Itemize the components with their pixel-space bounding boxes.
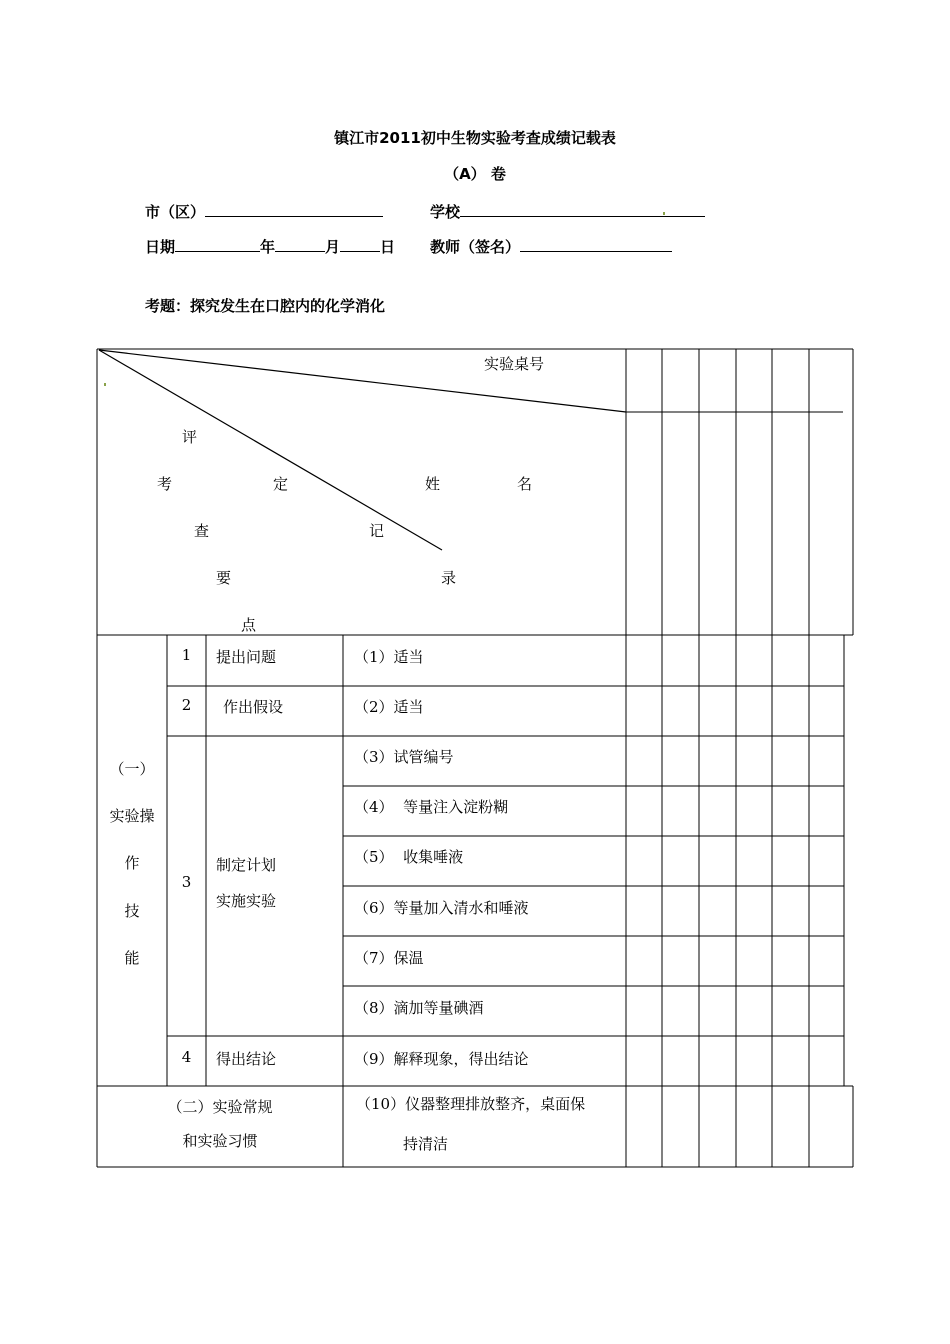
day-label: 日 [380,238,396,256]
header-char-cha: 查 [194,522,210,540]
header-char-xing: 姓 [425,475,441,493]
speck-mark [104,383,106,386]
header-char-ming: 名 [517,475,533,493]
section1-line3: 作 [124,854,140,872]
section1-line5: 能 [124,949,140,967]
scoring-point: （3）试管编号 [354,748,454,766]
date-label: 日期 [145,238,176,256]
step-label: 得出结论 [216,1050,277,1068]
header-char-kao: 考 [157,475,173,493]
section1-line1: （一） [109,760,155,778]
section2-line1: （二）实验常规 [167,1098,273,1116]
desk-number-label: 实验桌号 [484,355,545,373]
page-subtitle: （A） 卷 [444,165,506,183]
exam-topic: 考题：探究发生在口腔内的化学消化 [145,297,386,315]
section1-line2: 实验操 [109,807,155,825]
page-title: 镇江市2011初中生物实验考查成绩记载表 [334,129,616,147]
step-label: 作出假设 [223,698,284,716]
section2-line2: 和实验习惯 [182,1132,258,1150]
step-label-line2: 实施实验 [216,892,277,910]
header-char-ding: 定 [273,475,289,493]
header-char-yao: 要 [216,569,232,587]
school-label: 学校 [430,203,461,221]
scoring-point: （1）适当 [354,648,424,666]
scoring-point: （9）解释现象，得出结论 [354,1050,529,1068]
city-label: 市（区） [145,203,206,221]
scoring-point: （4） 等量注入淀粉糊 [354,798,509,816]
teacher-label: 教师（签名） [430,238,521,256]
scoring-point: （7）保温 [354,949,424,967]
year-label: 年 [260,238,276,256]
header-char-ji: 记 [369,522,385,540]
row-number: 3 [181,873,192,891]
header-char-lu: 录 [441,569,457,587]
header-char-dian: 点 [241,616,257,634]
scoring-point: （8）滴加等量碘酒 [354,999,484,1017]
scoring-point: （5） 收集唾液 [354,848,464,866]
row-number: 2 [181,696,192,714]
month-label: 月 [325,238,341,256]
row-number: 4 [181,1048,192,1066]
header-char-ping: 评 [182,428,198,446]
scoring-point: （2）适当 [354,698,424,716]
scoring-point-line1: （10）仪器整理排放整齐，桌面保 [356,1095,586,1113]
row-number: 1 [181,646,192,664]
section1-line4: 技 [124,902,140,920]
speck-mark [663,212,665,215]
step-label: 提出问题 [216,648,277,666]
scoring-point: （6）等量加入清水和唾液 [354,899,529,917]
scoring-point-line2: 持清洁 [403,1135,449,1153]
step-label-line1: 制定计划 [216,856,277,874]
